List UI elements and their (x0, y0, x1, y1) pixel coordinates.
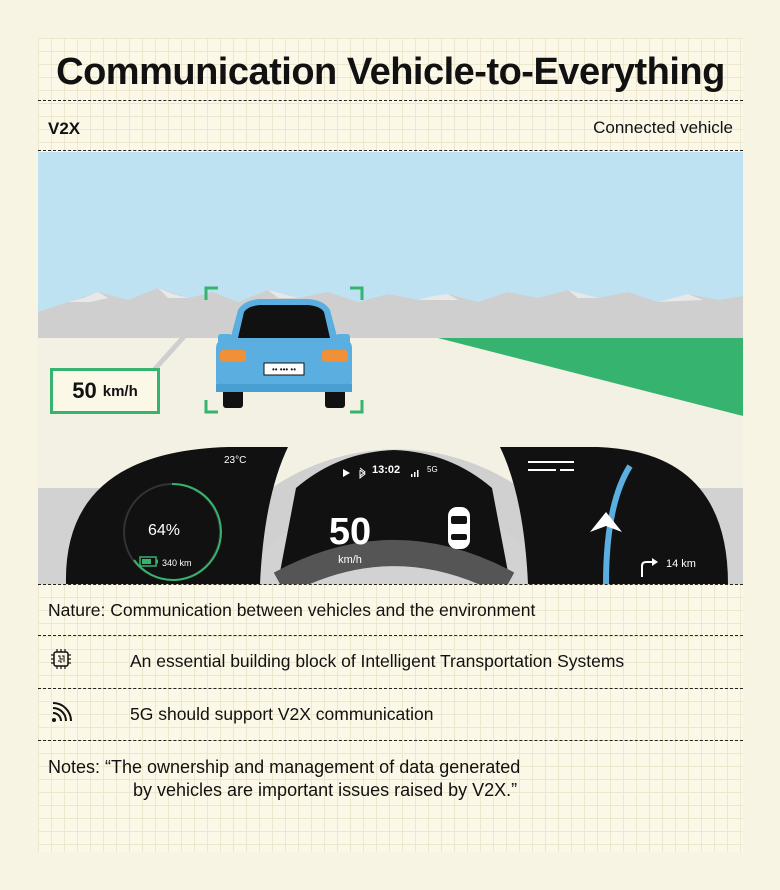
battery-percent: 64% (148, 522, 181, 539)
infographic-card (38, 38, 743, 852)
divider (38, 150, 743, 151)
temperature-readout: 23°C (224, 455, 247, 466)
divider (38, 740, 743, 741)
subtitle-left: V2X (48, 119, 81, 138)
divider (38, 584, 743, 585)
page-title: Communication Vehicle-to-Everything (56, 51, 725, 93)
target-speed-unit: km/h (102, 382, 138, 400)
range-readout: 340 km (162, 558, 192, 568)
building-block-text: An essential building block of Intelligent Transportation Systems (130, 651, 625, 671)
nature-text: Nature: Communication between vehicles and the environment (48, 600, 536, 620)
network-readout: 5G (427, 465, 438, 474)
notes (48, 756, 520, 802)
target-speed-label (50, 368, 160, 414)
speedometer-value: 50 (328, 511, 372, 553)
nav-distance: 14 km (666, 558, 696, 570)
divider (38, 635, 743, 636)
notes-line-1: Notes: “The ownership and management of data generated (48, 757, 521, 777)
notes-line-2: by vehicles are important issues raised by V2X.” (133, 780, 518, 800)
signal-text: 5G should support V2X communication (130, 704, 434, 724)
speedometer-unit: km/h (338, 554, 362, 566)
clock-readout: 13:02 (372, 464, 401, 476)
wifi-signal-icon (50, 702, 72, 724)
chip-icon (50, 648, 72, 670)
target-speed-value: 50 (72, 378, 97, 403)
divider (38, 100, 743, 101)
divider (38, 688, 743, 689)
subtitle-right: Connected vehicle (593, 118, 733, 137)
license-plate: •• ••• •• (271, 365, 297, 374)
car-top-icon (448, 507, 470, 549)
